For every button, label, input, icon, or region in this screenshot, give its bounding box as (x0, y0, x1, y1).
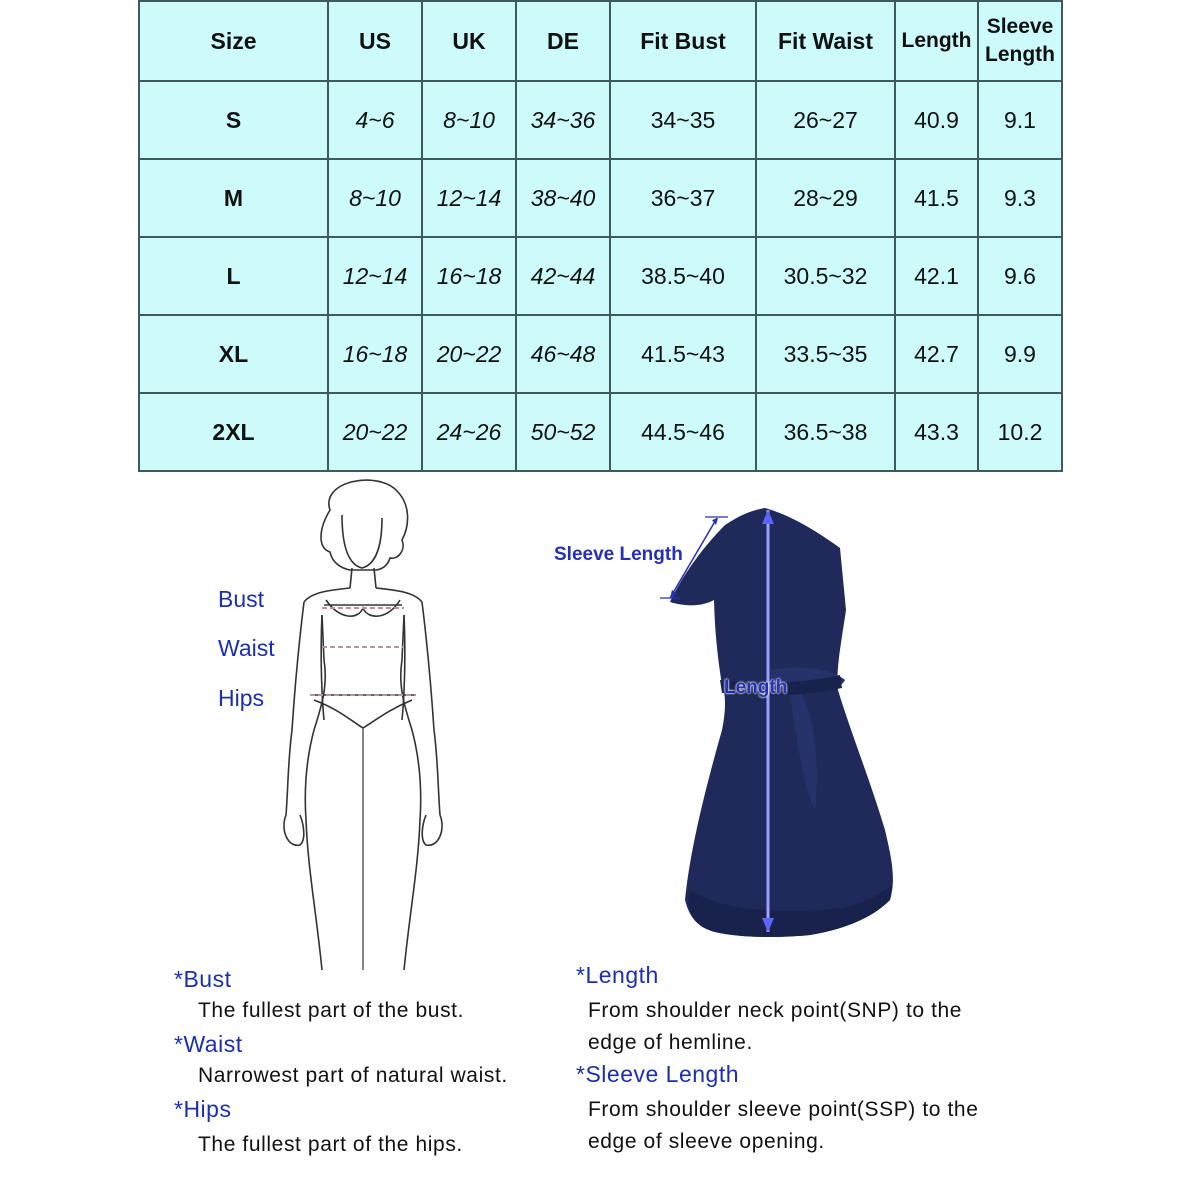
cell-sleeve-length: 9.9 (978, 315, 1062, 393)
cell-size: L (139, 237, 328, 315)
female-body-outline-icon (270, 470, 460, 970)
cell-fit-bust: 34~35 (610, 81, 756, 159)
cell-size: XL (139, 315, 328, 393)
cell-uk: 20~22 (422, 315, 516, 393)
cell-sleeve-length: 9.1 (978, 81, 1062, 159)
cell-uk: 12~14 (422, 159, 516, 237)
header-fit-bust: Fit Bust (610, 1, 756, 81)
table-row (139, 81, 1062, 159)
cell-sleeve-length: 9.6 (978, 237, 1062, 315)
cell-length: 42.1 (895, 237, 978, 315)
note-desc-sleeve-line1: From shoulder sleeve point(SSP) to the (588, 1098, 979, 1121)
cell-uk: 24~26 (422, 393, 516, 471)
header-us: US (328, 1, 422, 81)
size-chart-table (138, 0, 1063, 472)
body-label-hips: Hips (218, 685, 265, 711)
cell-size: 2XL (139, 393, 328, 471)
cell-fit-bust: 44.5~46 (610, 393, 756, 471)
cell-de: 42~44 (516, 237, 610, 315)
header-uk: UK (422, 1, 516, 81)
note-desc-waist: Narrowest part of natural waist. (198, 1064, 508, 1087)
cell-us: 8~10 (328, 159, 422, 237)
dress-label-length: Length (724, 677, 788, 698)
note-desc-length-line2: edge of hemline. (588, 1031, 753, 1054)
cell-us: 4~6 (328, 81, 422, 159)
cell-de: 34~36 (516, 81, 610, 159)
cell-fit-waist: 33.5~35 (756, 315, 895, 393)
body-label-waist: Waist (218, 635, 275, 661)
note-desc-length-line1: From shoulder neck point(SNP) to the (588, 999, 963, 1022)
note-desc-sleeve-line2: edge of sleeve opening. (588, 1130, 825, 1153)
cell-length: 43.3 (895, 393, 978, 471)
cell-fit-bust: 38.5~40 (610, 237, 756, 315)
cell-fit-waist: 30.5~32 (756, 237, 895, 315)
cell-fit-bust: 41.5~43 (610, 315, 756, 393)
cell-length: 42.7 (895, 315, 978, 393)
header-length: Length (895, 1, 978, 81)
table-row (139, 393, 1062, 471)
table-row (139, 237, 1062, 315)
table-header-row (139, 1, 1062, 81)
header-sleeve-length (978, 1, 1062, 81)
cell-length: 40.9 (895, 81, 978, 159)
cell-us: 20~22 (328, 393, 422, 471)
cell-uk: 8~10 (422, 81, 516, 159)
note-title-waist: *Waist (174, 1031, 243, 1057)
header-sleeve-line1: Sleeve (986, 15, 1054, 38)
cell-de: 38~40 (516, 159, 610, 237)
table-row (139, 315, 1062, 393)
cell-de: 50~52 (516, 393, 610, 471)
header-de: DE (516, 1, 610, 81)
body-label-bust: Bust (218, 586, 265, 612)
cell-us: 12~14 (328, 237, 422, 315)
header-fit-waist: Fit Waist (756, 1, 895, 81)
cell-us: 16~18 (328, 315, 422, 393)
note-title-bust: *Bust (174, 966, 232, 992)
cell-uk: 16~18 (422, 237, 516, 315)
table-row (139, 159, 1062, 237)
cell-fit-waist: 26~27 (756, 81, 895, 159)
header-sleeve-line2: Length (985, 43, 1055, 66)
cell-fit-bust: 36~37 (610, 159, 756, 237)
header-size: Size (139, 1, 328, 81)
cell-fit-waist: 28~29 (756, 159, 895, 237)
dress-label-sleeve-length: Sleeve Length (554, 544, 683, 565)
cell-sleeve-length: 9.3 (978, 159, 1062, 237)
note-title-sleeve-length: *Sleeve Length (576, 1061, 740, 1087)
cell-size: M (139, 159, 328, 237)
cell-fit-waist: 36.5~38 (756, 393, 895, 471)
note-desc-hips: The fullest part of the hips. (198, 1133, 463, 1156)
cell-sleeve-length: 10.2 (978, 393, 1062, 471)
cell-size: S (139, 81, 328, 159)
cell-de: 46~48 (516, 315, 610, 393)
cell-length: 41.5 (895, 159, 978, 237)
note-title-hips: *Hips (174, 1096, 232, 1122)
note-desc-bust: The fullest part of the bust. (198, 999, 465, 1022)
body-measurement-notes (174, 966, 508, 1161)
dress-measurement-notes (576, 962, 978, 1158)
note-title-length: *Length (576, 962, 659, 988)
